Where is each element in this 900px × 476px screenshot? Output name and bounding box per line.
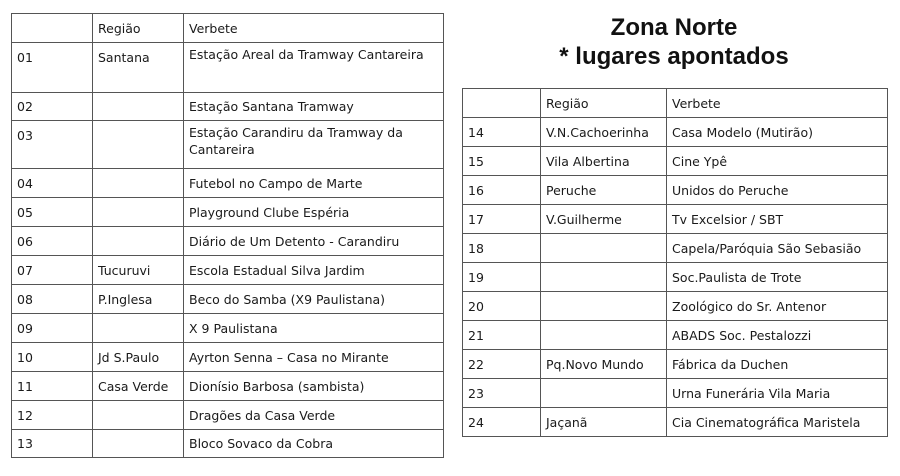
cell-number: 18 [463, 234, 541, 263]
table-row [463, 321, 888, 350]
cell-regiao: Vila Albertina [541, 147, 667, 176]
table-row [12, 43, 444, 93]
left-table-body [12, 14, 444, 458]
cell-verbete: Diário de Um Detento - Carandiru [184, 227, 444, 256]
cell-verbete: Unidos do Peruche [667, 176, 888, 205]
table-row [12, 285, 444, 314]
table-row [463, 379, 888, 408]
cell-number: 13 [12, 430, 93, 458]
cell-verbete: ABADS Soc. Pestalozzi [667, 321, 888, 350]
cell-regiao [541, 263, 667, 292]
cell-verbete: Cine Ypê [667, 147, 888, 176]
cell-regiao: V.Guilherme [541, 205, 667, 234]
cell-verbete: Zoológico do Sr. Antenor [667, 292, 888, 321]
table-row [12, 169, 444, 198]
cell-regiao: V.N.Cachoerinha [541, 118, 667, 147]
cell-verbete: Beco do Samba (X9 Paulistana) [184, 285, 444, 314]
cell-regiao: P.Inglesa [93, 285, 184, 314]
header-regiao: Região [541, 89, 667, 118]
cell-verbete: Estação Carandiru da Tramway da Cantareira [184, 121, 444, 169]
table-row [12, 198, 444, 227]
cell-number: 05 [12, 198, 93, 227]
cell-regiao: Jd S.Paulo [93, 343, 184, 372]
cell-number: 12 [12, 401, 93, 430]
cell-regiao: Jaçanã [541, 408, 667, 437]
table-row [12, 93, 444, 121]
cell-verbete: Estação Santana Tramway [184, 93, 444, 121]
header-verbete: Verbete [184, 14, 444, 43]
cell-number: 04 [12, 169, 93, 198]
cell-verbete: Ayrton Senna – Casa no Mirante [184, 343, 444, 372]
cell-regiao [93, 401, 184, 430]
cell-regiao: Peruche [541, 176, 667, 205]
cell-regiao: Pq.Novo Mundo [541, 350, 667, 379]
cell-number: 15 [463, 147, 541, 176]
cell-number: 17 [463, 205, 541, 234]
table-row [12, 121, 444, 169]
header-number [463, 89, 541, 118]
cell-number: 02 [12, 93, 93, 121]
cell-verbete: Dragões da Casa Verde [184, 401, 444, 430]
cell-number: 03 [12, 121, 93, 169]
header-number [12, 14, 93, 43]
cell-number: 10 [12, 343, 93, 372]
cell-verbete: Tv Excelsior / SBT [667, 205, 888, 234]
cell-number: 20 [463, 292, 541, 321]
table-row [463, 263, 888, 292]
cell-regiao [93, 198, 184, 227]
cell-regiao [541, 292, 667, 321]
cell-regiao [541, 234, 667, 263]
cell-number: 06 [12, 227, 93, 256]
table-row [12, 343, 444, 372]
table-row [463, 350, 888, 379]
cell-verbete: Bloco Sovaco da Cobra [184, 430, 444, 458]
table-row [12, 227, 444, 256]
cell-number: 21 [463, 321, 541, 350]
cell-verbete: Cia Cinematográfica Maristela [667, 408, 888, 437]
table-row [12, 401, 444, 430]
cell-number: 23 [463, 379, 541, 408]
cell-regiao [93, 314, 184, 343]
cell-number: 22 [463, 350, 541, 379]
header-regiao: Região [93, 14, 184, 43]
header-row [463, 89, 888, 118]
cell-regiao [93, 227, 184, 256]
cell-number: 08 [12, 285, 93, 314]
cell-verbete: X 9 Paulistana [184, 314, 444, 343]
table-row [463, 147, 888, 176]
left-table [11, 13, 444, 458]
cell-verbete: Estação Areal da Tramway Cantareira [184, 43, 444, 93]
cell-number: 19 [463, 263, 541, 292]
table-row [12, 256, 444, 285]
cell-number: 07 [12, 256, 93, 285]
table-row [12, 314, 444, 343]
cell-regiao: Casa Verde [93, 372, 184, 401]
table-row [463, 408, 888, 437]
table-row [463, 176, 888, 205]
cell-verbete: Fábrica da Duchen [667, 350, 888, 379]
cell-regiao [93, 430, 184, 458]
table-row [463, 205, 888, 234]
header-row [12, 14, 444, 43]
cell-regiao [541, 379, 667, 408]
cell-verbete: Capela/Paróquia São Sebasião [667, 234, 888, 263]
table-row [12, 372, 444, 401]
header-verbete: Verbete [667, 89, 888, 118]
cell-number: 01 [12, 43, 93, 93]
title-zona-norte: Zona Norte [610, 14, 738, 41]
cell-verbete: Soc.Paulista de Trote [667, 263, 888, 292]
cell-verbete: Futebol no Campo de Marte [184, 169, 444, 198]
cell-number: 11 [12, 372, 93, 401]
cell-number: 14 [463, 118, 541, 147]
right-table-body [463, 89, 888, 437]
cell-regiao [93, 93, 184, 121]
cell-number: 24 [463, 408, 541, 437]
subtitle-lugares-apontados: * lugares apontados [559, 43, 789, 70]
cell-verbete: Dionísio Barbosa (sambista) [184, 372, 444, 401]
right-table [462, 88, 888, 437]
cell-verbete: Playground Clube Espéria [184, 198, 444, 227]
cell-number: 09 [12, 314, 93, 343]
table-row [463, 234, 888, 263]
cell-regiao [93, 169, 184, 198]
table-row [12, 430, 444, 458]
cell-verbete: Casa Modelo (Mutirão) [667, 118, 888, 147]
cell-number: 16 [463, 176, 541, 205]
table-row [463, 292, 888, 321]
cell-regiao: Tucuruvi [93, 256, 184, 285]
cell-regiao [541, 321, 667, 350]
table-row [463, 118, 888, 147]
cell-regiao: Santana [93, 43, 184, 93]
cell-regiao [93, 121, 184, 169]
cell-verbete: Urna Funerária Vila Maria [667, 379, 888, 408]
cell-verbete: Escola Estadual Silva Jardim [184, 256, 444, 285]
